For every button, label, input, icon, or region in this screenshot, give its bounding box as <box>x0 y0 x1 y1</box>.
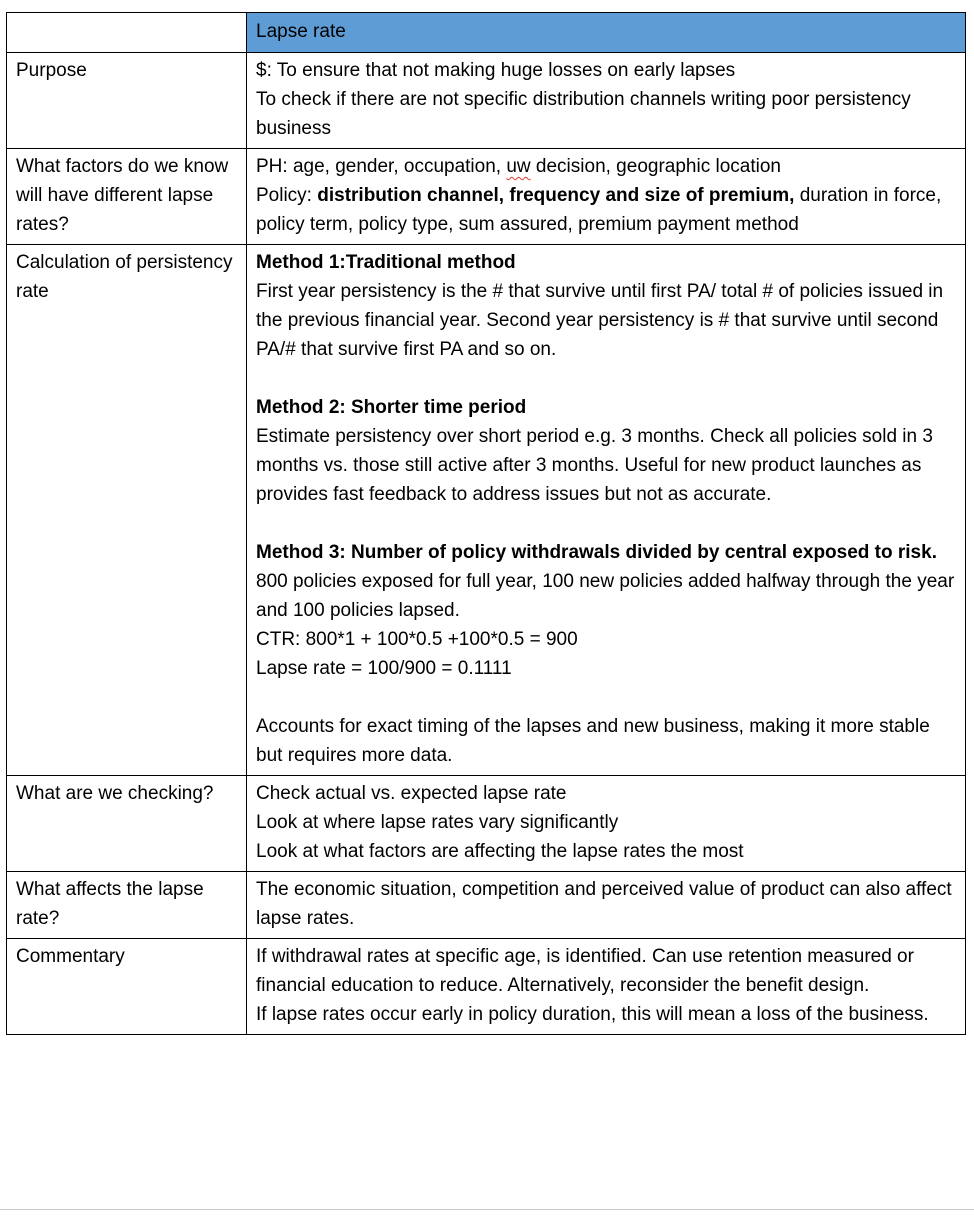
paragraph <box>256 942 956 1000</box>
text-run: Look at where lapse rates vary significantly <box>256 812 619 833</box>
paragraph <box>256 538 956 567</box>
row-label[interactable]: What factors do we know will have different lapse rates? <box>7 149 247 245</box>
text-run: Method 1:Traditional method <box>256 252 516 273</box>
paragraph <box>256 422 956 509</box>
table-row <box>7 939 966 1035</box>
text-run: Look at what factors are affecting the lapse rates the most <box>256 841 744 862</box>
text-run: Method 3: Number of policy withdrawals divided by central exposed to risk. <box>256 542 937 563</box>
lapse-rate-table <box>6 12 966 1035</box>
row-content[interactable] <box>247 872 966 939</box>
row-content[interactable] <box>247 776 966 872</box>
empty-paragraph <box>256 683 956 712</box>
row-label[interactable]: What affects the lapse rate? <box>7 872 247 939</box>
text-run: If withdrawal rates at specific age, is identified. Can use retention measured or financial education to reduce. Alternatively, reconsider the benefit design. <box>256 946 914 996</box>
empty-paragraph <box>256 364 956 393</box>
paragraph <box>256 181 956 239</box>
paragraph <box>256 248 956 277</box>
paragraph <box>256 875 956 933</box>
table-row <box>7 776 966 872</box>
row-label[interactable]: What are we checking? <box>7 776 247 872</box>
text-run: CTR: 800*1 + 100*0.5 +100*0.5 = 900 <box>256 629 578 650</box>
row-content[interactable] <box>247 245 966 776</box>
row-label[interactable]: Calculation of persistency rate <box>7 245 247 776</box>
text-run: uw <box>506 156 531 177</box>
row-content[interactable] <box>247 149 966 245</box>
table-row <box>7 53 966 149</box>
row-label[interactable]: Purpose <box>7 53 247 149</box>
text-run: $: To ensure that not making huge losses on early lapses <box>256 60 736 81</box>
paragraph <box>256 393 956 422</box>
paragraph <box>256 1000 956 1029</box>
text-run: Check actual vs. expected lapse rate <box>256 783 567 804</box>
text-run: decision, geographic location <box>530 156 781 177</box>
table-row <box>7 872 966 939</box>
paragraph <box>256 712 956 770</box>
text-run: Method 2: Shorter time period <box>256 397 527 418</box>
paragraph <box>256 837 956 866</box>
text-run: Lapse rate = 100/900 = 0.1111 <box>256 658 512 679</box>
paragraph <box>256 808 956 837</box>
text-run: The economic situation, competition and perceived value of product can also affect lapse rates. <box>256 879 952 929</box>
paragraph <box>256 567 956 625</box>
table-title-cell[interactable]: Lapse rate <box>247 13 966 53</box>
text-run: If lapse rates occur early in policy duration, this will mean a loss of the business. <box>256 1004 929 1025</box>
paragraph <box>256 654 956 683</box>
paragraph <box>256 779 956 808</box>
text-run: Policy: <box>256 185 318 206</box>
text-run: To check if there are not specific distribution channels writing poor persistency business <box>256 89 911 139</box>
header-empty-cell[interactable] <box>7 13 247 53</box>
table-row <box>7 245 966 776</box>
text-run: Estimate persistency over short period e.g. 3 months. Check all policies sold in 3 months vs. those still active after 3 months. Useful for new product launches as provides fast feedback to address issues but not as accurate. <box>256 426 933 505</box>
text-run: PH: age, gender, occupation, <box>256 156 507 177</box>
text-run: duration in force, policy term, policy type, sum assured, premium payment method <box>256 185 942 235</box>
row-content[interactable] <box>247 939 966 1035</box>
text-run: First year persistency is the # that survive until first PA/ total # of policies issued in the previous financial year. Second year persistency is # that survive until second PA/# that survive first PA and so on. <box>256 281 944 360</box>
text-run: 800 policies exposed for full year, 100 new policies added halfway through the year and 100 policies lapsed. <box>256 571 955 621</box>
table-body <box>7 53 966 1035</box>
paragraph <box>256 85 956 143</box>
paragraph <box>256 277 956 364</box>
paragraph <box>256 56 956 85</box>
text-run: Accounts for exact timing of the lapses and new business, making it more stable but requires more data. <box>256 716 930 766</box>
row-content[interactable] <box>247 53 966 149</box>
header-row <box>7 13 966 53</box>
page-boundary-line <box>0 1209 974 1210</box>
row-label[interactable]: Commentary <box>7 939 247 1035</box>
paragraph <box>256 152 956 181</box>
empty-paragraph <box>256 509 956 538</box>
table-row <box>7 149 966 245</box>
text-run: distribution channel, frequency and size of premium, <box>317 185 795 206</box>
paragraph <box>256 625 956 654</box>
